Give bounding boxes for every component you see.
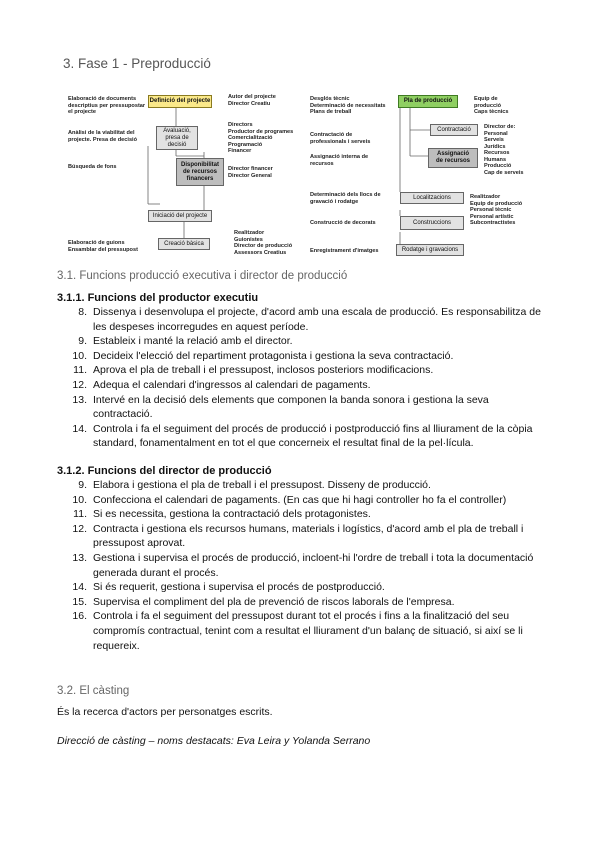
label-enregistrament: Enregistrament d'imatges [310,248,379,254]
list-item-text: Si es necessita, gestiona la contractació dels protagonistes. [93,508,371,521]
label-analisi-viabilitat: Anàlisi de la viabilitat del projecte. Presa de decisió [68,130,138,143]
productor-executiu-list [57,305,547,451]
list-item [57,522,547,551]
label-construccio-decorats: Construcció de decorats [310,220,376,226]
list-item-number: 15. [72,595,87,608]
list-item-number: 11. [73,364,87,377]
list-item [57,334,547,349]
box-localitzacions: Localitzacions [400,192,464,204]
list-item-text: Elabora i gestiona el pla de treball i el pressupost. Disseny de producció. [93,479,431,491]
label-roles-4: Realitzador Guionistes Director de producció Assessors Creatius [234,230,293,256]
section-3-2-title: 3.2. El càsting [57,685,130,697]
list-item-text: Adequa el calendari d'ingressos al calendari de pagaments. [93,378,371,391]
label-roles-3: Director financer Director General [228,166,273,179]
list-item-number: 10. [72,349,87,362]
list-item-number: 14. [72,422,87,435]
section-3-1-1-title: 3.1.1. Funcions del productor executiu [57,292,259,304]
list-item [57,422,547,451]
list-item [57,378,547,393]
list-item-number: 13. [72,551,87,564]
list-item-number: 12. [72,522,87,535]
label-assignacio-interna: Assignació interna de recursos [310,154,369,167]
list-item-text: Supervisa el compliment del pla de prevenció de riscos laborals de l'empresa. [93,595,455,608]
label-realitzador-equip: Realitzador Equip de producció Personal tècnic Personal artístic Subcontractistes [470,194,523,226]
box-assignacio-recursos: Assignació de recursos [428,148,478,168]
box-contractacio: Contractació [430,124,478,136]
list-item-text: Si és requerit, gestiona i supervisa el procés de postproducció. [93,581,385,594]
box-pla-produccio: Pla de producció [398,95,458,108]
list-item-number: 9. [78,335,87,348]
label-director-de: Director de: Personal Serveis Jurídics Recursos Humans Producció Cap de serveis [484,124,524,176]
box-construccions: Construccions [400,216,464,230]
list-item-text: Aprova el pla de treball i el pressupost, inclosos posteriors modificacions. [93,364,434,377]
box-definicio-projecte: Definició del projecte [148,95,212,108]
label-elaboracio-documents: Elaboració de documents descriptius per pressupostar el projecte [68,96,146,115]
list-item [57,363,547,378]
list-item [57,493,547,508]
section-3-1-2-title: 3.1.2. Funcions del director de producció [57,465,272,477]
section-3-1-title: 3.1. Funcions producció executiva i director de producció [57,270,348,282]
list-item-number: 16. [72,610,87,623]
box-iniciacio-projecte: Iniciació del projecte [148,210,212,222]
list-item-number: 12. [72,378,87,391]
box-avaluacio: Avaluació, presa de decisió [156,126,198,150]
list-item-number: 9. [78,479,87,491]
label-determinacio-llocs: Determinació dels llocs de gravació i rodatge [310,192,381,205]
box-rodatge-gravacions: Rodatge i gravacions [396,244,464,256]
list-item-text: Confecciona el calendari de pagaments. (En cas que hi hagi controller ho fa el controller) [93,493,507,506]
label-roles-1: Autor del projecte Director Creatiu [228,94,276,107]
list-item-text: Gestiona i supervisa el procés de producció, incloent-hi l'ordre de treball i tota la documentació generada durant el procés. [93,551,534,579]
label-roles-2: Directors Productor de programes Comercialització Programació Financer [228,122,294,154]
list-item-text: Controla i fa el seguiment del procés de producció i postproducció fins al lliurament de la còpia standard, fonamentalment en tot el que concerneix el resultat final de la pel·lícula. [93,422,533,450]
page-title: 3. Fase 1 - Preproducció [63,56,211,71]
list-item-text: Controla i fa el seguiment del pressupost durant tot el procés i fins a la finalització del seu compromís contractual, tenint com a resultat el lliurament d'un balanç de situació, si així se li requereix. [93,610,523,652]
list-item [57,551,547,580]
list-item [57,305,547,334]
list-item-number: 13. [72,393,87,406]
label-contractacio-professionals: Contractació de professionals i serveis [310,132,371,145]
list-item-text: Estableix i manté la relació amb el director. [93,335,293,348]
casting-description: És la recerca d'actors per personatges escrits. [57,706,273,718]
list-item [57,507,547,522]
list-item [57,478,547,493]
label-busqueda-fons: Búsqueda de fons [68,164,117,170]
list-item [57,609,547,653]
list-item-number: 14. [72,581,87,594]
list-item-number: 8. [78,306,87,318]
list-item [57,349,547,364]
list-item-number: 11. [73,508,87,521]
list-item-number: 10. [72,493,87,506]
list-item [57,393,547,422]
label-equip-produccio: Equip de producció Caps tècnics [474,96,509,115]
preproduction-diagram [64,86,524,266]
label-desglos-tecnic: Desglós tècnic Determinació de necessitats Plans de treball [310,96,386,115]
list-item [57,595,547,610]
box-creacio-basica: Creació bàsica [158,238,210,250]
list-item [57,580,547,595]
director-produccio-list [57,478,547,653]
label-elaboracio-guions: Elaboració de guions Ensamblar del pressupost [68,240,138,253]
list-item-text: Decideix l'elecció del repartiment protagonista i gestiona la seva contractació. [93,349,454,362]
list-item-text: Intervé en la decisió dels elements que componen la banda sonora i gestiona la seva contractació. [93,393,489,421]
box-disponibilitat: Disponibilitat de recursos financers [176,158,224,186]
casting-note: Direcció de càsting – noms destacats: Eva Leira y Yolanda Serrano [57,735,371,747]
list-item-text: Contracta i gestiona els recursos humans, materials i logístics, d'acord amb el pla de treball i pressupost aprovat. [93,522,524,550]
list-item-text: Dissenya i desenvolupa el projecte, d'acord amb una escala de producció. Es responsabilitza de les despeses incorregudes en aquest període. [93,306,541,333]
